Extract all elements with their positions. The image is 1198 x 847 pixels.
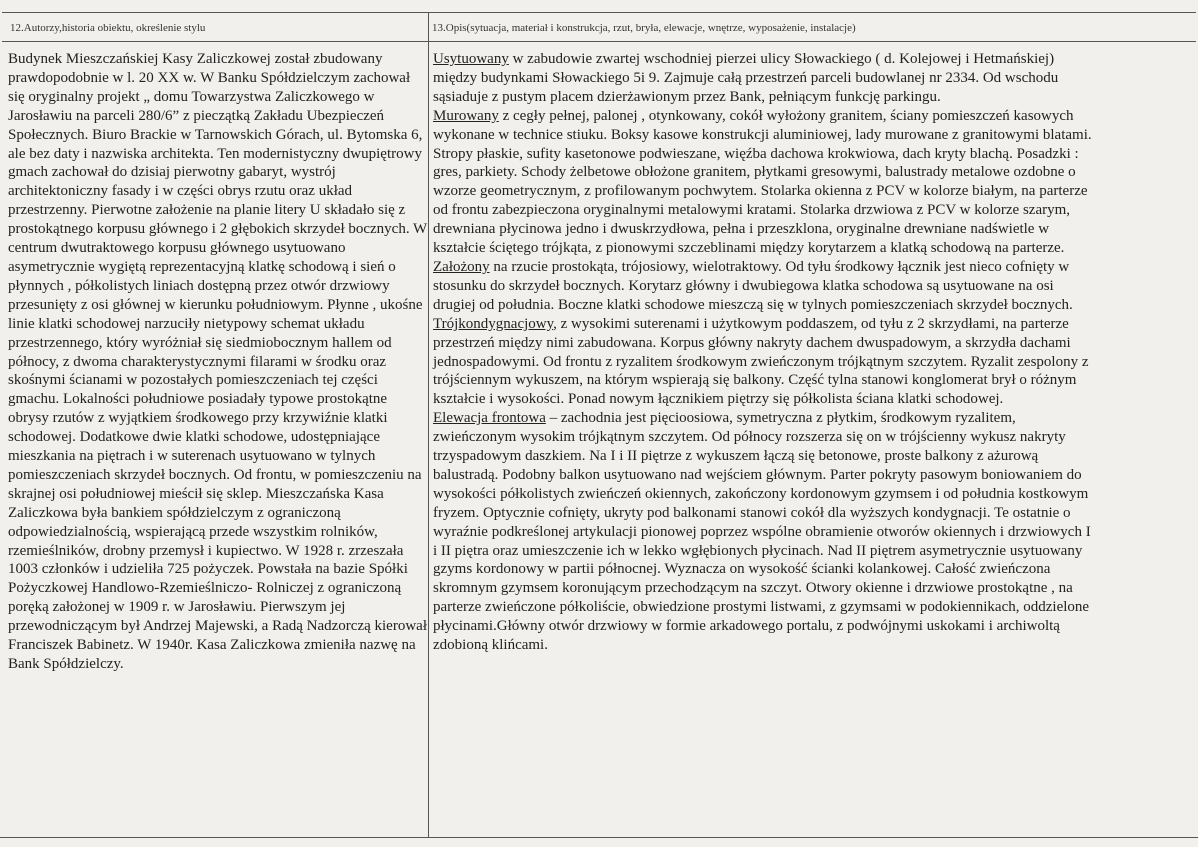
section-text-body: , z wysokimi suterenami i użytkowym poddaszem, od tyłu z 2 skrzydłami, na parterze przestrzeń między nimi zabudowana. Korpus główny nakryty dachem dwuspadowym, a skrzydła dachami jednospadowymi. Od frontu z ryzalitem środkowym zwieńczonym trójkątnym szczytem. Ryzalit zespolony z trójściennym wykuszem, na którym wspierają się balkony. Część tylna stanowi konglomerat brył o różnym kształcie i wysokości. Ponad nowym łącznikiem piętrzy się półkolista ściana klatki schodowej. (433, 315, 1089, 408)
description-paragraph (433, 107, 1093, 258)
left-column-header: 12.Autorzy,historia obiektu, określenie stylu (10, 22, 206, 34)
description-paragraph (433, 50, 1093, 107)
section-label-facade: Elewacja frontowa (433, 410, 546, 427)
section-text-material: z cegły pełnej, palonej , otynkowany, cokół wyłożony granitem, ściany pomieszczeń kasowych wykonane w technice stiuku. Boksy kasowe konstrukcji aluminiowej, lady murowane z granitowymi blatami. Stropy płaskie, sufity kasetonowe podwieszane, więźba dachowa krokwiowa, dach kryty blachą. Posadzki : gres, parkiety. Schody żelbetowe obłożone granitem, płytkami gresowymi, balustrady metalowe ozdobne o wzorze geometrycznym, z profilowanym pochwytem. Stolarka okienna z PCV w kolorze białym, na parterze od frontu zabezpieczona oryginalnymi metalowymi kratami. Stolarka drzwiowa z PCV w kolorze szarym, drewniana płycinowa jedno i dwuskrzydłowa, pełna i przeszklona, oryginalne drewniane nadświetle w kształcie ściętego trójkąta, z pionowymi szczeblinami między korytarzem a klatką schodową na parterze. (433, 107, 1092, 257)
bottom-border-line (0, 837, 1198, 838)
section-label-body: Trójkondygnacjowy (433, 315, 554, 332)
description-paragraph (433, 315, 1093, 410)
header-divider-line (2, 41, 1196, 42)
column-divider-line (428, 12, 429, 838)
top-border-line (2, 12, 1196, 13)
right-column-header: 13.Opis(sytuacja, materiał i konstrukcja, rzut, bryła, elewacje, wnętrze, wyposażenie, instalacje) (432, 22, 856, 34)
history-text-column (8, 50, 428, 674)
section-text-location: w zabudowie zwartej wschodniej pierzei ulicy Słowackiego ( d. Kolejowej i Hetmańskiej) między budynkami Słowackiego 5i 9. Zajmuje całą przestrzeń parceli budowlanej nr 2334. Od wschodu sąsiaduje z pustym placem dzierżawionym przez Bank, pełniącym funkcję parkingu. (433, 51, 1059, 105)
section-label-location: Usytuowany (433, 51, 509, 67)
section-label-material: Murowany (433, 107, 499, 124)
description-text-column (433, 50, 1093, 655)
history-paragraph: Budynek Mieszczańskiej Kasy Zaliczkowej został zbudowany prawdopodobnie w l. 20 XX w. W Banku Spółdzielczym zachował się oryginalny projekt „ domu Towarzystwa Zaliczkowego w Jarosławiu na parceli 280/6” z pieczątką Zakładu Ubezpieczeń Społecznych. Biuro Brackie w Tarnowskich Górach, ul. Bytomska 6, ale bez daty i nazwiska architekta. Ten modernistyczny dwupiętrowy gmach zachował do dzisiaj pierwotny gabaryt, wystrój architektoniczny fasady i w części obrys rzutu oraz układ przestrzenny. Pierwotne założenie na planie litery U składało się z prostokątnego korpusu głównego i 2 głębokich skrzydeł bocznych. W centrum dwutraktowego korpusu głównego usytuowano asymetrycznie wygiętą reprezentacyjną klatkę schodową i sień o płynnych , półkolistych liniach dostępną przez otwór drzwiowy przesunięty z osi głównej w kierunku południowym. Płynne , ukośne linie klatki schodowej narzuciły nietypowy schemat układu przestrzennego, który wyróżniał się siedmiobocznym hallem od północy, z dwoma charakterystycznymi filarami w środku oraz skośnymi ścianami w pozostałych pomieszczeniach tej części gmachu. Lokalności południowe posiadały typowe prostokątne obrysy rzutów z wyjątkiem środkowego przy krzywiźnie klatki schodowej. Dodatkowe dwie klatki schodowe, udostępniające mieszkania na piętrach i w suterenach usytuowano w tylnych pomieszczeniach skrzydeł bocznych. Od frontu, w pomieszczeniu na skrajnej osi południowej mieścił się sklep. Mieszczańska Kasa Zaliczkowa była bankiem spółdzielczym z ograniczoną odpowiedzialnością, wspierającą przede wszystkim rolników, rzemieślników, drobny przemysł i kupiectwo. W 1928 r. zrzeszała 1003 członków i udzieliła 725 pożyczek. Powstała na bazie Spółki Pożyczkowej Handlowo-Rzemieślniczo- Rolniczej z ograniczoną poręką założonej w 1909 r. w Jarosławiu. Pierwszym jej przewodniczącym był Andrzej Majewski, a Radą Nadzorczą kierował Franciszek Babinetz. W 1940r. Kasa Zaliczkowa zmieniła nazwę na Bank Spółdzielczy. (8, 51, 427, 672)
section-text-facade: – zachodnia jest pięcioosiowa, symetryczna z płytkim, środkowym ryzalitem, zwieńczonym wysokim trójkątnym szczytem. Od północy rozszerza się on w trójścienny wykusz nakryty trzyspadowym daszkiem. Na I i II piętrze z wykuszem łączą się betonowe, proste balkony z ażurową balustradą. Podobny balkon usytuowano nad wejściem głównym. Parter pokryty pasowym boniowaniem do wysokości półkolistych zwieńczeń okiennych, zakończony kordonowym gzymsem i od południa kostkowym fryzem. Optycznie cofnięty, ukryty pod balkonami stanowi cokół dla wyższych kondygnacji. Te ostatnie o wyraźnie podkreślonej artykulacji pionowej poprzez wspólne obramienie otworów okiennych i drzwiowych I i II piętra oraz umieszczenie ich w lekko wgłębionych płycinach. Nad II piętrem asymetrycznie usytuowany gzyms kordonowy w partii północnej. Wyznacza on wysokość ścianki kolankowej. Całość zwieńczona skromnym gzymsem koronującym przechodzącym na szczyt. Otwory okienne i drzwiowe prostokątne , na parterze zwieńczone półkoliście, obwiedzione prostymi listwami, z gzymsami w podokiennikach, oddzielone płycinami.Główny otwór drzwiowy w formie arkadowego portalu, z podwójnymi uskokami i archiwoltą zdobioną klińcami. (433, 410, 1091, 654)
section-label-plan: Założony (433, 258, 490, 275)
description-paragraph (433, 258, 1093, 315)
section-text-plan: na rzucie prostokąta, trójosiowy, wielotraktowy. Od tyłu środkowy łącznik jest nieco cofnięty w stosunku do skrzydeł bocznych. Korytarz główny i dwubiegowa klatka schodowa są usytuowane na osi drugiej od południa. Boczne klatki schodowe mieszczą się w tylnych pomieszczeniach skrzydeł bocznych. (433, 258, 1073, 313)
description-paragraph (433, 409, 1093, 655)
